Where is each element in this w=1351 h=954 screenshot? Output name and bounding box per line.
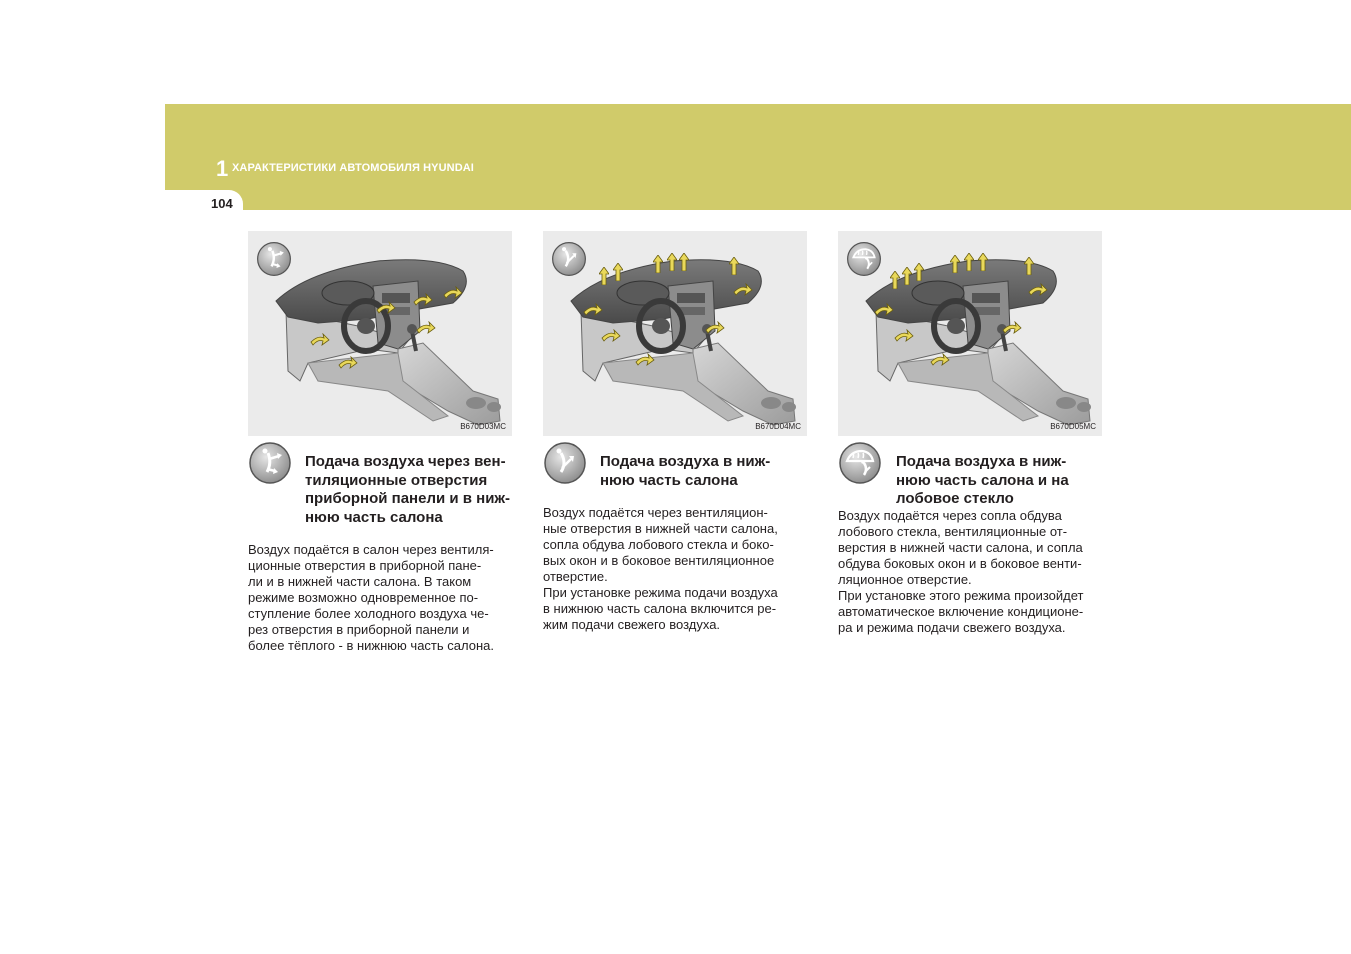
section-heading-face-floor bbox=[305, 453, 515, 527]
section-body-face-floor: Воздух подаётся в салон через вентиля- ционные отверстия в приборной пане- ли и в нижней части салона. В таком режиме возможно одновременное по- ступление более холодного воздуха че- рез отверстия в приборной панели и более тёплого - в нижнюю часть салона. bbox=[248, 542, 494, 653]
airflow-arrow-icon bbox=[443, 286, 463, 300]
airflow-arrow-icon bbox=[1002, 321, 1022, 335]
airflow-arrow-icon bbox=[583, 303, 603, 317]
heading-line: Подача воздуха в ниж- bbox=[896, 453, 1067, 470]
airflow-arrow-icon bbox=[413, 293, 433, 307]
floor-defrost-icon bbox=[846, 241, 882, 277]
airflow-up-arrow-icon bbox=[890, 271, 900, 289]
airflow-up-arrow-icon bbox=[914, 263, 924, 281]
airflow-up-arrow-icon bbox=[679, 253, 689, 271]
heading-line: тиляционные отверстия bbox=[305, 471, 488, 489]
face-floor-vent-icon bbox=[248, 441, 292, 485]
floor-vent-icon bbox=[551, 241, 587, 277]
heading-line: приборной панели и в ниж- bbox=[305, 490, 511, 507]
section-body-floor: Воздух подаётся через вентиляцион- ные отверстия в нижней части салона, сопла обдува лобового стекла и боко- вых окон и в боковое вентиляционное отверстие. При установке режима подачи воздуха в нижнюю часть салона включится ре- жим подачи свежего воздуха. bbox=[543, 505, 778, 632]
section-heading-floor-defrost bbox=[896, 453, 1106, 509]
airflow-up-arrow-icon bbox=[729, 257, 739, 275]
airflow-up-arrow-icon bbox=[902, 267, 912, 285]
chapter-title: ХАРАКТЕРИСТИКИ АВТОМОБИЛЯ HYUNDAI bbox=[232, 162, 474, 174]
heading-line: Подача воздуха в ниж- bbox=[600, 453, 771, 470]
airflow-arrow-icon bbox=[894, 329, 914, 343]
airflow-arrow-icon bbox=[338, 356, 358, 370]
airflow-arrow-icon bbox=[635, 353, 655, 367]
airflow-up-arrow-icon bbox=[653, 255, 663, 273]
airflow-arrow-icon bbox=[601, 329, 621, 343]
airflow-up-arrow-icon bbox=[599, 267, 609, 285]
airflow-up-arrow-icon bbox=[964, 253, 974, 271]
airflow-arrow-icon bbox=[310, 333, 330, 347]
heading-line: нюю часть салона и на bbox=[896, 471, 1069, 489]
airflow-up-arrow-icon bbox=[667, 253, 677, 271]
section-body-floor-defrost: Воздух подаётся через сопла обдува лобового стекла, вентиляционные от- верстия в нижней части салона, и сопла обдува боковых окон и в боковое венти- ляционное отверстие. При установке этого режима произойдет автоматическое включение кондиционе- ра и режима подачи свежего воздуха. bbox=[838, 508, 1084, 635]
airflow-arrow-icon bbox=[733, 283, 753, 297]
chapter-header-band bbox=[165, 104, 1351, 210]
heading-line: лобовое стекло bbox=[896, 490, 1014, 507]
heading-line: Подача воздуха через вен- bbox=[305, 453, 506, 470]
airflow-arrow-icon bbox=[416, 321, 436, 335]
heading-line: нюю часть салона bbox=[305, 508, 443, 526]
airflow-up-arrow-icon bbox=[978, 253, 988, 271]
airflow-arrow-icon bbox=[930, 353, 950, 367]
figure-code: B670D03MC bbox=[460, 422, 506, 431]
figure-code: B670D05MC bbox=[1050, 422, 1096, 431]
airflow-arrow-icon bbox=[1028, 283, 1048, 297]
airflow-up-arrow-icon bbox=[1024, 257, 1034, 275]
airflow-up-arrow-icon bbox=[613, 263, 623, 281]
floor-defrost-icon bbox=[838, 441, 882, 485]
page-number: 104 bbox=[211, 196, 233, 211]
chapter-number: 1 bbox=[216, 156, 229, 181]
airflow-arrow-icon bbox=[376, 301, 396, 315]
dashboard-illustration-face-floor bbox=[248, 231, 512, 436]
figure-code: B670D04MC bbox=[755, 422, 801, 431]
face-floor-vent-icon bbox=[256, 241, 292, 277]
airflow-arrow-icon bbox=[874, 303, 894, 317]
dashboard-illustration-floor bbox=[543, 231, 807, 436]
heading-line: нюю часть салона bbox=[600, 471, 738, 489]
airflow-up-arrow-icon bbox=[950, 255, 960, 273]
floor-vent-icon bbox=[543, 441, 587, 485]
airflow-arrow-icon bbox=[705, 321, 725, 335]
dashboard-illustration-floor-defrost bbox=[838, 231, 1102, 436]
section-heading-floor bbox=[600, 453, 810, 490]
